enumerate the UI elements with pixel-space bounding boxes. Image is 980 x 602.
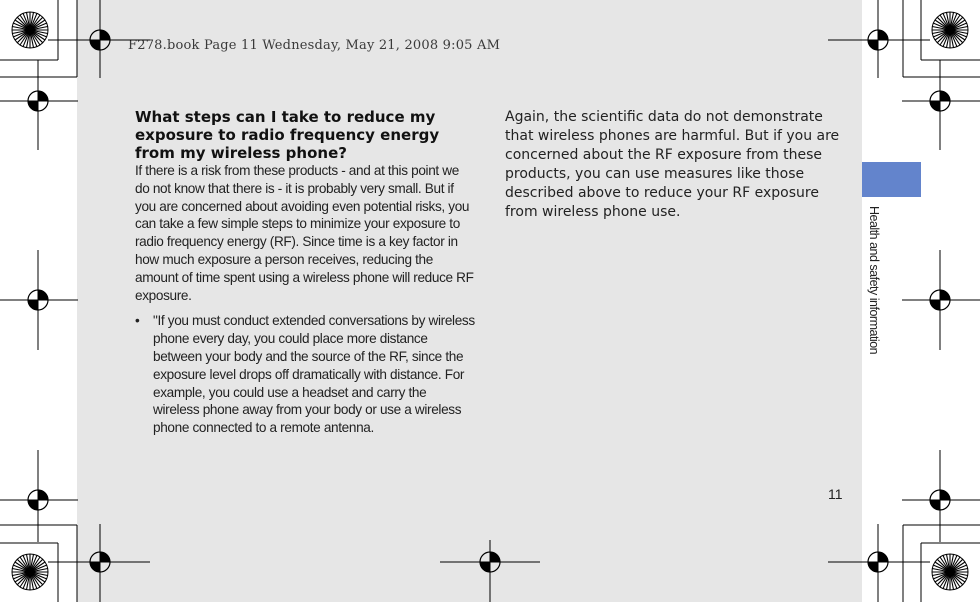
page-number: 11: [828, 486, 843, 502]
conclusion-paragraph: Again, the scientific data do not demonstrate that wireless phones are harmful. But if you are concerned about the RF exposure from these products, you can use measures like those described above to reduce your RF exposure from wireless phone use.: [505, 109, 840, 220]
bullet-text: "If you must conduct extended conversations by wireless phone every day, you could place more distance between your body and the source of the RF, since the exposure level drops off dramatically with distance. For example, you could use a headset and carry the wireless phone away from your body or use a wireless phone connected to a remote antenna.: [153, 313, 475, 436]
side-section-label: Health and safety information: [867, 206, 881, 355]
intro-paragraph: If there is a risk from these products - and at this point we do not know that there is - it is probably very small. But if you are concerned about avoiding even potential risks, you can take a few simple steps to minimize your exposure to radio frequency energy (RF). Since time is a key factor in how much exposure a person receives, reducing the amount of time spent using a wireless phone will reduce RF exposure.: [135, 163, 474, 303]
print-header: F278.book Page 11 Wednesday, May 21, 2008 9:05 AM: [128, 38, 501, 53]
bullet-marker: •: [135, 313, 140, 329]
section-heading: What steps can I take to reduce my exposure to radio frequency energy from my wireless phone?: [135, 108, 440, 162]
